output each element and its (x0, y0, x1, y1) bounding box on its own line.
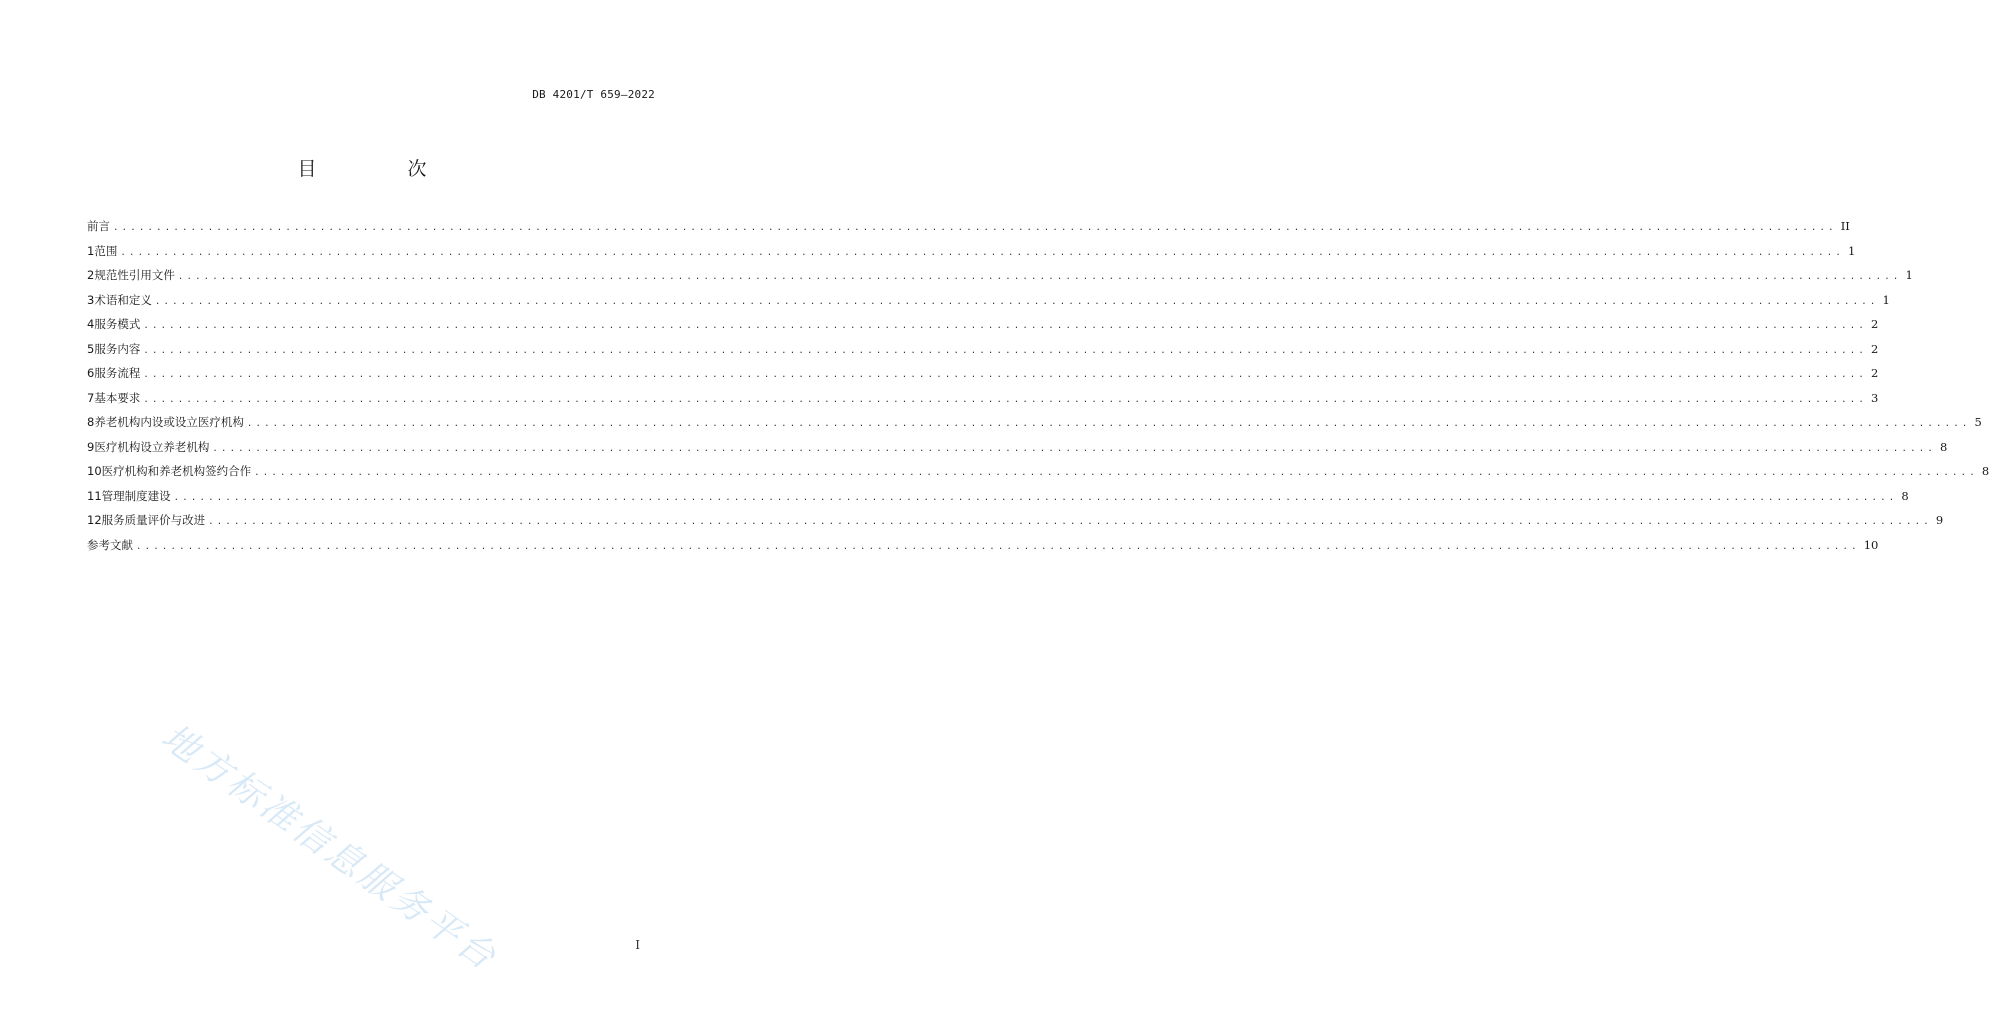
toc-entry-page: II (1840, 219, 1850, 233)
toc-entry[interactable] (87, 414, 1982, 439)
toc-entry-label: 范围 (94, 243, 118, 258)
toc-dot-leader: ........................................................................................................................................................................................................ (113, 223, 1837, 233)
toc-entry-page: 3 (1871, 390, 1879, 405)
toc-dot-leader: ........................................................................................................................................................................................................ (246, 419, 1971, 429)
toc-dot-leader: ........................................................................................................................................................................................................ (120, 247, 1845, 258)
toc-entry-page: 5 (1974, 415, 1982, 429)
toc-entry-page: 1 (1905, 268, 1913, 282)
toc-entry-number: 10 (87, 464, 102, 478)
toc-entry-page: 2 (1871, 317, 1879, 331)
toc-dot-leader: ........................................................................................................................................................................................................ (136, 541, 1860, 552)
toc-entry-number: 6 (87, 366, 95, 380)
toc-entry-page: 1 (1848, 243, 1856, 258)
toc-entry-page: 10 (1863, 537, 1879, 552)
toc-dot-leader: ........................................................................................................................................................................................................ (143, 345, 1868, 356)
toc-entry-page: 8 (1981, 464, 1989, 478)
toc-entry-number: 12 (87, 513, 102, 527)
toc-dot-leader: ........................................................................................................................................................................................................ (143, 321, 1868, 331)
toc-entry-page: 9 (1935, 513, 1944, 527)
toc-entry-label: 术语和定义 (94, 292, 152, 307)
toc-entry[interactable] (87, 267, 1913, 292)
toc-entry-page: 1 (1882, 292, 1890, 307)
toc-entry-label: 服务内容 (94, 341, 141, 356)
toc-entry[interactable] (87, 463, 1989, 488)
toc-entry-label: 前言 (87, 219, 110, 233)
toc-dot-leader: ........................................................................................................................................................................................................ (177, 272, 1902, 282)
toc-dot-leader: ........................................................................................................................................................................................................ (173, 492, 1898, 503)
toc-entry[interactable] (87, 537, 1879, 562)
toc-entry[interactable] (87, 488, 1909, 513)
toc-entry-number: 5 (87, 341, 95, 356)
toc-entry-page: 2 (1871, 341, 1879, 356)
toc-entry-label: 服务模式 (94, 317, 141, 331)
toc-entry-page: 8 (1940, 439, 1948, 454)
table-of-contents (87, 218, 1989, 561)
watermark-text: 地方标准信息服务平台 (153, 716, 506, 980)
toc-entry-label: 参考文献 (87, 537, 133, 552)
toc-entry-page: 2 (1871, 366, 1879, 380)
toc-entry-label: 基本要求 (94, 390, 141, 405)
toc-entry[interactable] (87, 390, 1879, 415)
toc-entry[interactable] (87, 512, 1944, 537)
toc-entry[interactable] (87, 243, 1856, 268)
toc-entry-number: 9 (87, 439, 95, 454)
toc-entry[interactable] (87, 365, 1879, 390)
toc-entry-page: 8 (1901, 488, 1909, 503)
toc-entry[interactable] (87, 218, 1850, 243)
page-number: I (635, 938, 640, 952)
toc-entry-number: 7 (87, 390, 95, 405)
toc-dot-leader: ........................................................................................................................................................................................................ (154, 296, 1879, 307)
toc-entry-number: 1 (87, 243, 95, 258)
document-code: DB 4201/T 659—2022 (532, 88, 655, 101)
toc-entry[interactable] (87, 439, 1948, 464)
toc-entry-number: 8 (87, 415, 95, 429)
toc-entry[interactable] (87, 316, 1879, 341)
toc-entry-label: 规范性引用文件 (94, 268, 175, 282)
toc-dot-leader: ........................................................................................................................................................................................................ (212, 443, 1937, 454)
toc-entry-number: 11 (87, 488, 102, 503)
page-title: 目 次 (297, 158, 463, 180)
toc-dot-leader: ........................................................................................................................................................................................................ (143, 370, 1868, 380)
toc-entry-label: 管理制度建设 (101, 488, 171, 503)
toc-dot-leader: ........................................................................................................................................................................................................ (208, 517, 1932, 527)
toc-dot-leader: ........................................................................................................................................................................................................ (254, 468, 1978, 478)
toc-entry-number: 4 (87, 317, 95, 331)
toc-entry-number: 2 (87, 268, 95, 282)
toc-dot-leader: ........................................................................................................................................................................................................ (143, 394, 1868, 405)
toc-entry[interactable] (87, 292, 1890, 317)
toc-entry-label: 养老机构内设或设立医疗机构 (94, 415, 244, 429)
toc-entry-number: 3 (87, 292, 95, 307)
toc-entry-label: 医疗机构和养老机构签约合作 (101, 464, 252, 478)
toc-entry-label: 服务流程 (94, 366, 141, 380)
toc-entry[interactable] (87, 341, 1879, 366)
toc-entry-label: 医疗机构设立养老机构 (94, 439, 210, 454)
toc-entry-label: 服务质量评价与改进 (101, 513, 206, 527)
